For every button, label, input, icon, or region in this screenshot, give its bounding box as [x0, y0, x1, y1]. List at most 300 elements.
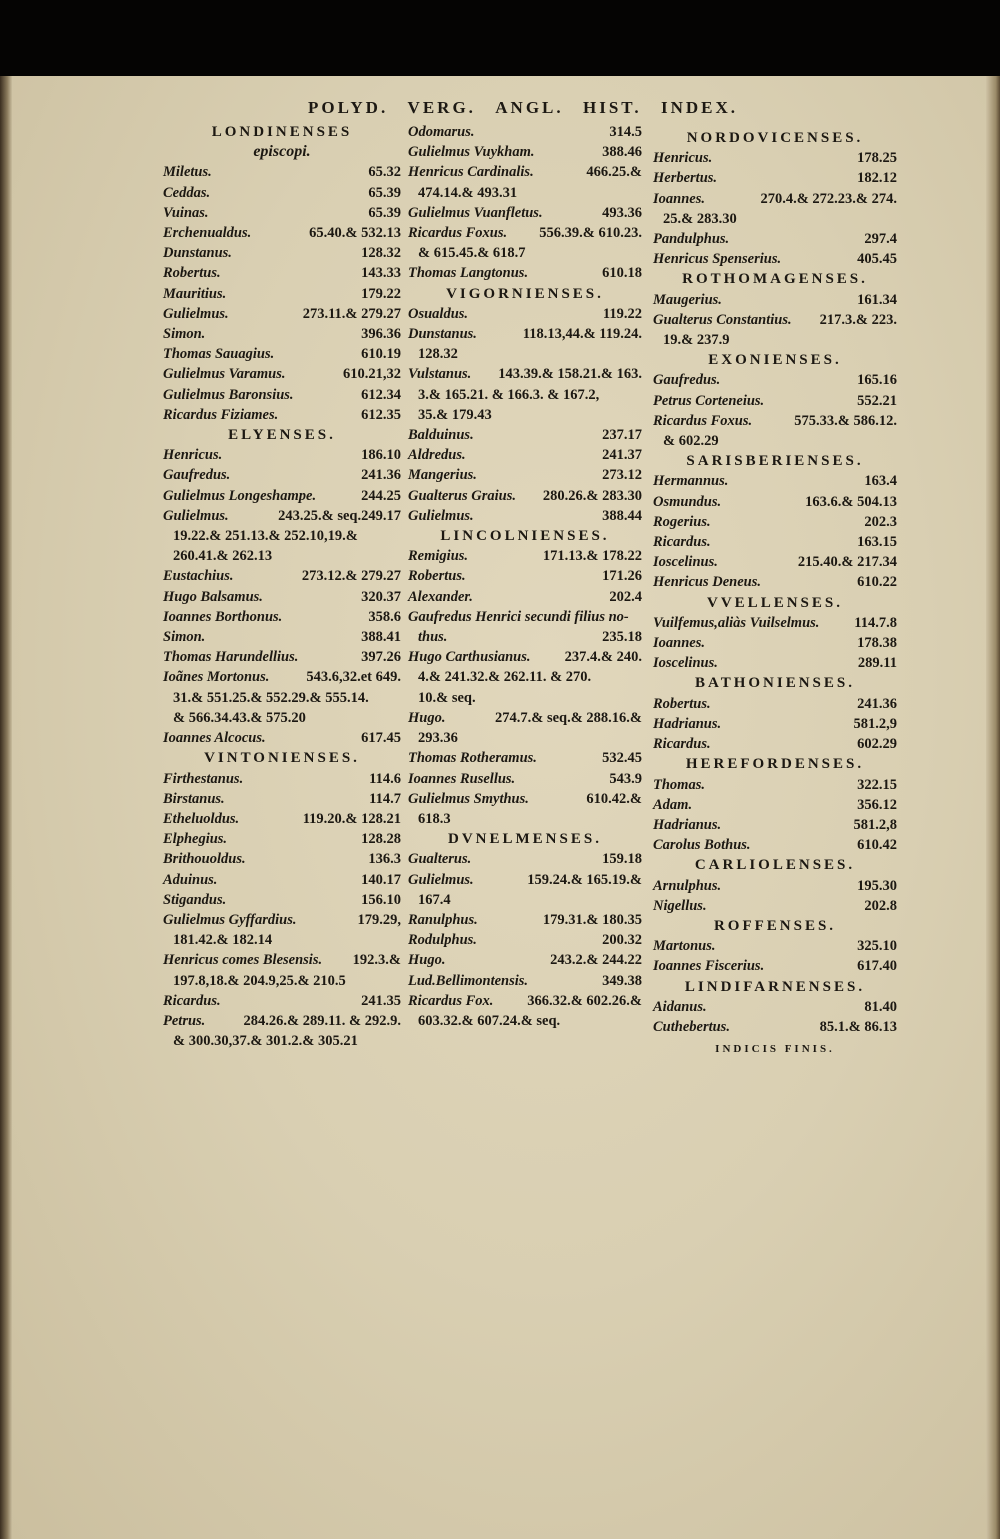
entry-name: Ranulphus. [408, 911, 478, 928]
entry-reference: 81.40 [864, 998, 897, 1015]
entry-line [653, 532, 897, 552]
entry-name: Stigandus. [163, 891, 227, 908]
entry-reference: 65.40.& 532.13 [309, 225, 401, 242]
entry-line [408, 849, 642, 869]
entry-line [163, 284, 401, 304]
entry-line [653, 694, 897, 714]
entry-reference: 349.38 [602, 972, 642, 989]
section-heading: DVNELMENSES. [448, 831, 602, 848]
index-entry [163, 506, 401, 567]
entry-line [408, 789, 642, 809]
index-entry [408, 910, 642, 930]
entry-reference: 179.31.& 180.35 [542, 911, 642, 928]
entry-reference: 388.46 [602, 144, 642, 161]
entry-line [653, 492, 897, 512]
entry-line [163, 203, 401, 223]
entry-line [408, 324, 642, 344]
entry-reference: 179.29, [357, 911, 401, 928]
entry-reference: 202.4 [609, 588, 642, 605]
entry-reference: 119.20.& 128.21 [302, 810, 401, 827]
entry-continuation: & 300.30,37.& 301.2.& 305.21 [173, 1033, 358, 1050]
entry-name: Osmundus. [653, 493, 722, 510]
section-heading: ELYENSES. [228, 427, 336, 444]
entry-name: Gulielmus Vuanfletus. [408, 204, 543, 221]
entry-name: Gaufredus Henrici secundi filius no- [408, 608, 629, 625]
entry-line [163, 991, 401, 1011]
entry-line [408, 304, 642, 324]
entry-name: Gulielmus Vuykham. [408, 144, 535, 161]
entry-reference: 581.2,8 [853, 816, 897, 833]
section-heading: LINCOLNIENSES. [440, 528, 610, 545]
entry-reference: 119.22 [602, 305, 642, 322]
index-entry [653, 936, 897, 956]
index-entry [163, 566, 401, 586]
entry-name: Ioannes Fiscerius. [653, 958, 765, 975]
section-heading: SARISBERIENSES. [686, 453, 864, 470]
section-heading: LINDIFARNENSES. [684, 978, 866, 995]
entry-reference: 575.33.& 586.12. [794, 412, 897, 429]
entry-reference: 244.25 [361, 487, 401, 504]
entry-name: Mauritius. [163, 285, 227, 302]
entry-reference: 128.32 [361, 245, 401, 262]
index-entry [653, 734, 897, 754]
entry-reference: 356.12 [857, 796, 897, 813]
entry-name: Aldredus. [408, 447, 466, 464]
entry-line [163, 183, 401, 203]
entry-name: Vuilfemus,aliàs Vuilselmus. [653, 614, 820, 631]
entry-name: Gulielmus. [408, 871, 474, 888]
index-entry [163, 910, 401, 950]
entry-reference: 65.32 [368, 164, 401, 181]
page-left-edge [0, 76, 12, 1539]
index-entry [163, 647, 401, 667]
entry-line [653, 997, 897, 1017]
index-entry [408, 223, 642, 263]
entry-name: Elphegius. [163, 831, 228, 848]
entry-line [408, 930, 642, 950]
entry-line [653, 633, 897, 653]
entry-line [163, 870, 401, 890]
entry-name: Gulielmus. [408, 507, 474, 524]
entry-reference: 143.39.& 158.21.& 163. [498, 366, 642, 383]
index-entry [163, 304, 401, 324]
entry-reference: 273.12 [602, 467, 642, 484]
entry-reference: 612.34 [361, 386, 401, 403]
entry-name: Ioannes Rusellus. [408, 770, 516, 787]
entry-reference: 610.21,32 [343, 366, 401, 383]
index-entry [163, 162, 401, 182]
entry-line [163, 587, 401, 607]
index-entry [408, 465, 642, 485]
entry-reference: 237.4.& 240. [564, 649, 642, 666]
index-entry [653, 370, 897, 390]
entry-line [408, 950, 642, 970]
entry-line [163, 1011, 401, 1031]
index-entry [653, 552, 897, 572]
entry-line [408, 465, 642, 485]
index-entry [653, 896, 897, 916]
entry-name: Firthestanus. [163, 770, 244, 787]
entry-line [163, 789, 401, 809]
index-entry [163, 344, 401, 364]
index-entry [163, 627, 401, 647]
entry-line [408, 122, 642, 142]
index-entry [408, 566, 642, 586]
entry-line [653, 936, 897, 956]
entry-name: Gulielmus Gyffardius. [163, 911, 297, 928]
entry-reference: 366.32.& 602.26.& [527, 992, 642, 1009]
index-entry [408, 445, 642, 465]
entry-line [653, 956, 897, 976]
section-heading: BATHONIENSES. [694, 675, 855, 692]
entry-name: Hadrianus. [653, 816, 722, 833]
index-entry [163, 203, 401, 223]
entry-line [653, 471, 897, 491]
entry-reference: 179.22 [361, 285, 401, 302]
index-entry [653, 815, 897, 835]
entry-reference: 195.30 [857, 877, 897, 894]
entry-line [408, 425, 642, 445]
entry-line [408, 708, 642, 728]
index-entry [163, 870, 401, 890]
page-right-edge [986, 76, 1000, 1539]
entry-reference: 556.39.& 610.23. [539, 225, 642, 242]
entry-line [408, 162, 642, 182]
entry-line [653, 835, 897, 855]
entry-name: Robertus. [653, 695, 711, 712]
entry-reference: 178.25 [857, 150, 897, 167]
entry-reference: 610.22 [857, 574, 897, 591]
entry-line [653, 572, 897, 592]
entry-reference: 405.45 [857, 251, 897, 268]
entry-reference: 163.4 [864, 473, 897, 490]
entry-continuation: 618.3 [418, 810, 451, 827]
entry-reference: 274.7.& seq.& 288.16.& [494, 709, 642, 726]
index-entry [163, 829, 401, 849]
index-entry [653, 876, 897, 896]
entry-reference: 552.21 [857, 392, 897, 409]
index-entry [163, 465, 401, 485]
index-entry [408, 870, 642, 910]
index-entry [653, 572, 897, 592]
index-entry [163, 445, 401, 465]
index-entry [408, 304, 642, 324]
entry-line [408, 607, 642, 627]
entry-reference: 237.17 [602, 427, 642, 444]
entry-name: Ioscelinus. [653, 554, 718, 571]
entry-line [653, 512, 897, 532]
index-entry [408, 364, 642, 425]
entry-reference: 140.17 [361, 871, 401, 888]
entry-line [408, 142, 642, 162]
entry-name: Ioannes Alcocus. [163, 730, 266, 747]
index-column-1 [163, 122, 401, 1051]
index-entry [653, 310, 897, 350]
entry-reference: 297.4 [864, 231, 897, 248]
entry-name: Ricardus. [163, 992, 221, 1009]
entry-reference: 493.36 [602, 204, 642, 221]
entry-reference: 243.2.& 244.22 [550, 952, 642, 969]
entry-name: Hermannus. [653, 473, 729, 490]
entry-continuation: 603.32.& 607.24.& seq. [418, 1012, 561, 1029]
entry-line [163, 566, 401, 586]
entry-reference: 65.39 [368, 184, 401, 201]
entry-continuation: 31.& 551.25.& 552.29.& 555.14. [173, 689, 369, 706]
entry-name: Thomas. [653, 776, 705, 793]
index-entry [653, 168, 897, 188]
entry-line [408, 748, 642, 768]
entry-line [408, 223, 642, 243]
entry-name: Gulielmus Longeshampe. [163, 487, 317, 504]
entry-name: Rogerius. [653, 513, 711, 530]
index-entry [653, 391, 897, 411]
index-entry [163, 486, 401, 506]
entry-name: Hugo Carthusianus. [408, 649, 531, 666]
entry-reference: 241.35 [361, 992, 401, 1009]
entry-line [408, 263, 642, 283]
entry-line [653, 552, 897, 572]
index-entry [653, 835, 897, 855]
entry-reference: 610.18 [602, 265, 642, 282]
running-head [308, 98, 738, 118]
entry-line [653, 815, 897, 835]
entry-line [163, 647, 401, 667]
entry-continuation: 19.22.& 251.13.& 252.10,19.& [173, 528, 358, 545]
entry-name: Ricardus Fox. [408, 992, 494, 1009]
entry-line [163, 243, 401, 263]
index-entry [653, 492, 897, 512]
entry-name: Birstanus. [163, 790, 225, 807]
colophon: INDICIS FINIS. [715, 1043, 835, 1056]
entry-reference: 192.3.& [352, 952, 401, 969]
entry-continuation: 4.& 241.32.& 262.11. & 270. [418, 669, 592, 686]
index-entry [408, 849, 642, 869]
entry-line [653, 391, 897, 411]
entry-line [653, 370, 897, 390]
entry-reference: 610.42.& [586, 790, 642, 807]
entry-line [408, 870, 642, 890]
index-entry [653, 532, 897, 552]
entry-line [163, 162, 401, 182]
entry-reference: 610.42 [857, 837, 897, 854]
entry-line [163, 627, 401, 647]
entry-reference: 388.41 [361, 629, 401, 646]
entry-name: Cuthebertus. [653, 1018, 730, 1035]
entry-name: Henricus comes Blesensis. [163, 952, 323, 969]
entry-line [408, 647, 642, 667]
entry-line [408, 991, 642, 1011]
entry-name: Thomas Rotheramus. [408, 750, 537, 767]
entry-reference: 617.40 [857, 958, 897, 975]
entry-name: Alexander. [408, 588, 473, 605]
index-entry [653, 653, 897, 673]
entry-line [408, 445, 642, 465]
index-entry [408, 647, 642, 708]
entry-continuation: 25.& 283.30 [663, 210, 737, 227]
section-heading: ROTHOMAGENSES. [682, 271, 868, 288]
entry-reference: 280.26.& 283.30 [542, 487, 642, 504]
entry-line [163, 728, 401, 748]
entry-continuation: 260.41.& 262.13 [173, 548, 273, 565]
entry-reference: 178.38 [857, 635, 897, 652]
entry-line [163, 809, 401, 829]
entry-name: Erchenualdus. [163, 225, 252, 242]
index-entry [408, 950, 642, 970]
entry-name: Henricus Spenserius. [653, 251, 782, 268]
entry-reference: 612.35 [361, 406, 401, 423]
entry-reference: 159.24.& 165.19.& [527, 871, 642, 888]
index-entry [408, 162, 642, 202]
entry-line [653, 1017, 897, 1037]
index-entry [163, 1011, 401, 1051]
entry-reference: 118.13,44.& 119.24. [522, 326, 642, 343]
index-entry [653, 229, 897, 249]
entry-line [408, 910, 642, 930]
index-entry [653, 613, 897, 633]
section-heading: HEREFORDENSES. [685, 756, 865, 773]
entry-name: Aidanus. [653, 998, 707, 1015]
entry-name: Gulielmus Varamus. [163, 366, 286, 383]
entry-reference: 617.45 [361, 730, 401, 747]
entry-reference: 388.44 [602, 507, 642, 524]
entry-line [653, 613, 897, 633]
entry-line [653, 653, 897, 673]
entry-name: Lud.Bellimontensis. [408, 972, 529, 989]
index-entry [163, 789, 401, 809]
index-entry [408, 425, 642, 445]
index-entry [408, 769, 642, 789]
index-entry [163, 405, 401, 425]
entry-reference: 241.37 [602, 447, 642, 464]
entry-line [653, 310, 897, 330]
index-entry [163, 364, 401, 384]
entry-reference: 156.10 [361, 891, 401, 908]
entry-reference: 322.15 [857, 776, 897, 793]
section-heading: LONDINENSES [211, 124, 353, 140]
entry-line [163, 304, 401, 324]
entry-line [163, 849, 401, 869]
entry-line [163, 829, 401, 849]
entry-name: Hugo Balsamus. [163, 588, 263, 605]
entry-continuation: 474.14.& 493.31 [418, 184, 518, 201]
index-entry [653, 1017, 897, 1037]
index-entry [408, 587, 642, 607]
entry-line [408, 971, 642, 991]
entry-continuation: 3.& 165.21. & 166.3. & 167.2, [418, 386, 600, 403]
entry-name: Aduinus. [163, 871, 218, 888]
entry-reference: 161.34 [857, 291, 897, 308]
entry-line [408, 203, 642, 223]
entry-reference: 171.26 [602, 568, 642, 585]
index-entry [408, 142, 642, 162]
entry-name: Martonus. [653, 938, 716, 955]
entry-line [653, 290, 897, 310]
entry-name: Petrus Corteneius. [653, 392, 765, 409]
index-entry [163, 728, 401, 748]
entry-continuation: 167.4 [418, 891, 451, 908]
section-subheading: episcopi. [253, 143, 311, 161]
entry-name: Dunstanus. [408, 326, 477, 343]
entry-reference: 217.3.& 223. [819, 311, 897, 328]
running-head-word: HIST. [582, 98, 642, 117]
entry-line [653, 795, 897, 815]
entry-line [163, 667, 401, 687]
entry-line [653, 734, 897, 754]
section-heading: VIGORNIENSES. [446, 285, 604, 302]
entry-name: Carolus Bothus. [653, 837, 751, 854]
running-head-word: INDEX. [660, 98, 738, 117]
entry-name: Ioannes Borthonus. [163, 608, 283, 625]
entry-name: Hadrianus. [653, 715, 722, 732]
entry-line [163, 364, 401, 384]
entry-reference: 163.6.& 504.13 [805, 493, 897, 510]
index-entry [408, 991, 642, 1031]
entry-reference: 289.11 [857, 655, 897, 672]
entry-reference: 171.13.& 178.22 [542, 548, 642, 565]
entry-name: Gulielmus Baronsius. [163, 386, 294, 403]
index-entry [408, 546, 642, 566]
index-entry [408, 971, 642, 991]
index-entry [653, 189, 897, 229]
entry-name: Hugo. [408, 709, 446, 726]
entry-name: Thomas Sauagius. [163, 346, 275, 363]
entry-reference: 284.26.& 289.11. & 292.9. [243, 1012, 401, 1029]
index-entry [163, 587, 401, 607]
entry-continuation: & 566.34.43.& 575.20 [173, 709, 306, 726]
entry-name: Thomas Harundellius. [163, 649, 299, 666]
entry-name: Hugo. [408, 952, 446, 969]
index-entry [653, 633, 897, 653]
entry-continuation: & 615.45.& 618.7 [418, 245, 526, 262]
entry-reference: 396.36 [361, 326, 401, 343]
entry-name: Ricardus Foxus. [653, 412, 753, 429]
index-entry [653, 714, 897, 734]
index-column-2 [408, 122, 642, 1031]
entry-reference: 114.6 [369, 770, 401, 787]
entry-line [653, 411, 897, 431]
entry-name: Herbertus. [653, 170, 718, 187]
entry-name: Balduinus. [408, 427, 474, 444]
index-entry [408, 789, 642, 829]
entry-reference: 466.25.& [586, 164, 642, 181]
entry-name: Remigius. [408, 548, 469, 565]
entry-continuation: 19.& 237.9 [663, 332, 730, 349]
entry-name: Gulielmus. [163, 305, 229, 322]
entry-reference: 270.4.& 272.23.& 274. [760, 190, 897, 207]
index-entry [653, 249, 897, 269]
index-entry [163, 607, 401, 627]
entry-name: Henricus. [163, 447, 223, 464]
entry-reference: 243.25.& seq.249.17 [278, 507, 401, 524]
entry-name: Adam. [653, 796, 693, 813]
entry-line [653, 229, 897, 249]
entry-name: Robertus. [163, 265, 221, 282]
entry-line [653, 168, 897, 188]
entry-line [653, 249, 897, 269]
entry-line [408, 486, 642, 506]
entry-name: Henricus Deneus. [653, 574, 761, 591]
entry-name: Gulielmus. [163, 507, 229, 524]
entry-name: Robertus. [408, 568, 466, 585]
entry-name: Ricardus. [653, 736, 711, 753]
entry-name: Petrus. [163, 1012, 206, 1029]
entry-line [163, 506, 401, 526]
entry-reference: 543.6,32.et 649. [306, 669, 401, 686]
entry-name: Etheluoldus. [163, 810, 240, 827]
index-entry [163, 809, 401, 829]
section-heading: ROFFENSES. [713, 917, 837, 934]
entry-name: Ceddas. [163, 184, 211, 201]
